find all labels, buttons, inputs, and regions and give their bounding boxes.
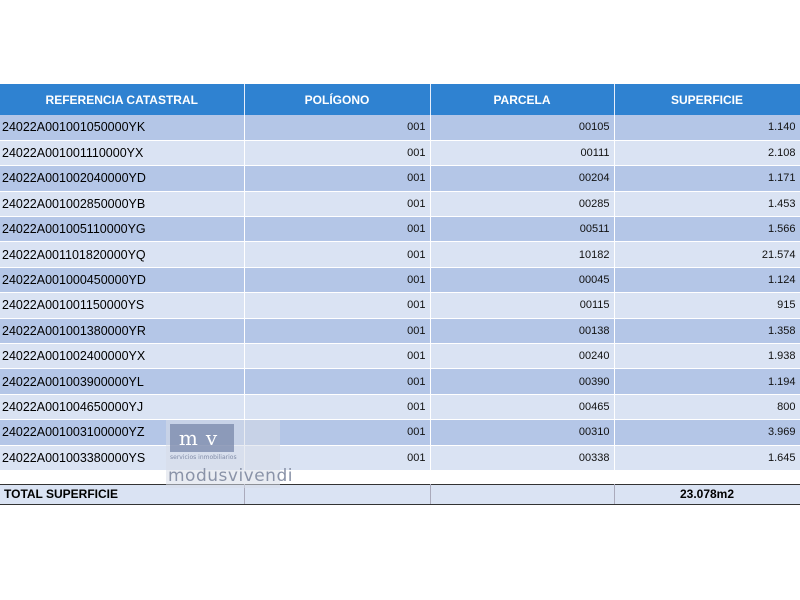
table-row — [0, 445, 800, 470]
cell-superficie: 1.124 — [614, 267, 800, 292]
cell-poligono: 001 — [244, 115, 430, 140]
total-value: 23.078m2 — [614, 484, 800, 504]
table-row — [0, 166, 800, 191]
cell-poligono: 001 — [244, 318, 430, 343]
cell-referencia: 24022A001002040000YD — [0, 166, 244, 191]
table-body — [0, 115, 800, 504]
total-empty-cell — [430, 484, 614, 504]
cell-parcela: 00240 — [430, 344, 614, 369]
table-header-row — [0, 84, 800, 115]
cell-parcela: 00465 — [430, 394, 614, 419]
cell-referencia: 24022A001001380000YR — [0, 318, 244, 343]
cell-parcela: 00111 — [430, 140, 614, 165]
cell-poligono: 001 — [244, 420, 430, 445]
watermark-name: modusvivendi — [168, 466, 293, 486]
table-row — [0, 369, 800, 394]
cell-superficie: 21.574 — [614, 242, 800, 267]
cell-parcela: 10182 — [430, 242, 614, 267]
cell-superficie: 1.453 — [614, 191, 800, 216]
table-row — [0, 115, 800, 140]
mv-logo-icon: mv — [170, 424, 234, 452]
cell-poligono: 001 — [244, 344, 430, 369]
cell-poligono: 001 — [244, 140, 430, 165]
cell-referencia: 24022A001003900000YL — [0, 369, 244, 394]
table-row — [0, 267, 800, 292]
modusvivendi-watermark — [166, 420, 293, 488]
cell-poligono: 001 — [244, 293, 430, 318]
cell-referencia: 24022A001004650000YJ — [0, 394, 244, 419]
cell-poligono: 001 — [244, 217, 430, 242]
cell-parcela: 00138 — [430, 318, 614, 343]
cell-superficie: 1.358 — [614, 318, 800, 343]
table-row — [0, 140, 800, 165]
cell-referencia: 24022A001101820000YQ — [0, 242, 244, 267]
cell-parcela: 00310 — [430, 420, 614, 445]
cell-referencia: 24022A001001110000YX — [0, 140, 244, 165]
cell-parcela: 00511 — [430, 217, 614, 242]
table-row — [0, 318, 800, 343]
cell-referencia: 24022A001001150000YS — [0, 293, 244, 318]
cell-superficie: 1.645 — [614, 445, 800, 470]
table-row — [0, 217, 800, 242]
cell-parcela: 00338 — [430, 445, 614, 470]
cell-parcela: 00115 — [430, 293, 614, 318]
cell-referencia: 24022A001003100000YZ — [0, 420, 244, 445]
cell-superficie: 2.108 — [614, 140, 800, 165]
header-parcela: PARCELA — [430, 84, 614, 115]
cadastre-table — [0, 84, 800, 505]
table-row — [0, 293, 800, 318]
cell-referencia: 24022A001001050000YK — [0, 115, 244, 140]
cell-parcela: 00045 — [430, 267, 614, 292]
cell-parcela: 00390 — [430, 369, 614, 394]
total-row — [0, 484, 800, 504]
cell-referencia: 24022A001002400000YX — [0, 344, 244, 369]
cell-superficie: 1.194 — [614, 369, 800, 394]
cell-superficie: 1.566 — [614, 217, 800, 242]
cell-referencia: 24022A001003380000YS — [0, 445, 244, 470]
cell-referencia: 24022A001005110000YG — [0, 217, 244, 242]
total-label: TOTAL SUPERFICIE — [0, 484, 244, 504]
cell-poligono: 001 — [244, 267, 430, 292]
table-row — [0, 242, 800, 267]
cell-poligono: 001 — [244, 369, 430, 394]
table-row — [0, 420, 800, 445]
table-row — [0, 394, 800, 419]
table-row — [0, 191, 800, 216]
cell-parcela: 00204 — [430, 166, 614, 191]
cell-referencia: 24022A001000450000YD — [0, 267, 244, 292]
cell-superficie: 1.171 — [614, 166, 800, 191]
watermark-tagline: servicios inmobiliarios — [170, 454, 237, 461]
spacer-row — [0, 470, 800, 484]
cell-superficie: 915 — [614, 293, 800, 318]
cell-parcela: 00285 — [430, 191, 614, 216]
cell-superficie: 1.938 — [614, 344, 800, 369]
cell-poligono: 001 — [244, 166, 430, 191]
header-poligono: POLÍGONO — [244, 84, 430, 115]
cell-superficie: 1.140 — [614, 115, 800, 140]
cell-poligono: 001 — [244, 445, 430, 470]
cell-parcela: 00105 — [430, 115, 614, 140]
header-superficie: SUPERFICIE — [614, 84, 800, 115]
table-row — [0, 344, 800, 369]
cell-referencia: 24022A001002850000YB — [0, 191, 244, 216]
header-referencia: REFERENCIA CATASTRAL — [0, 84, 244, 115]
cell-superficie: 800 — [614, 394, 800, 419]
cell-poligono: 001 — [244, 242, 430, 267]
cell-poligono: 001 — [244, 191, 430, 216]
cell-superficie: 3.969 — [614, 420, 800, 445]
cell-poligono: 001 — [244, 394, 430, 419]
